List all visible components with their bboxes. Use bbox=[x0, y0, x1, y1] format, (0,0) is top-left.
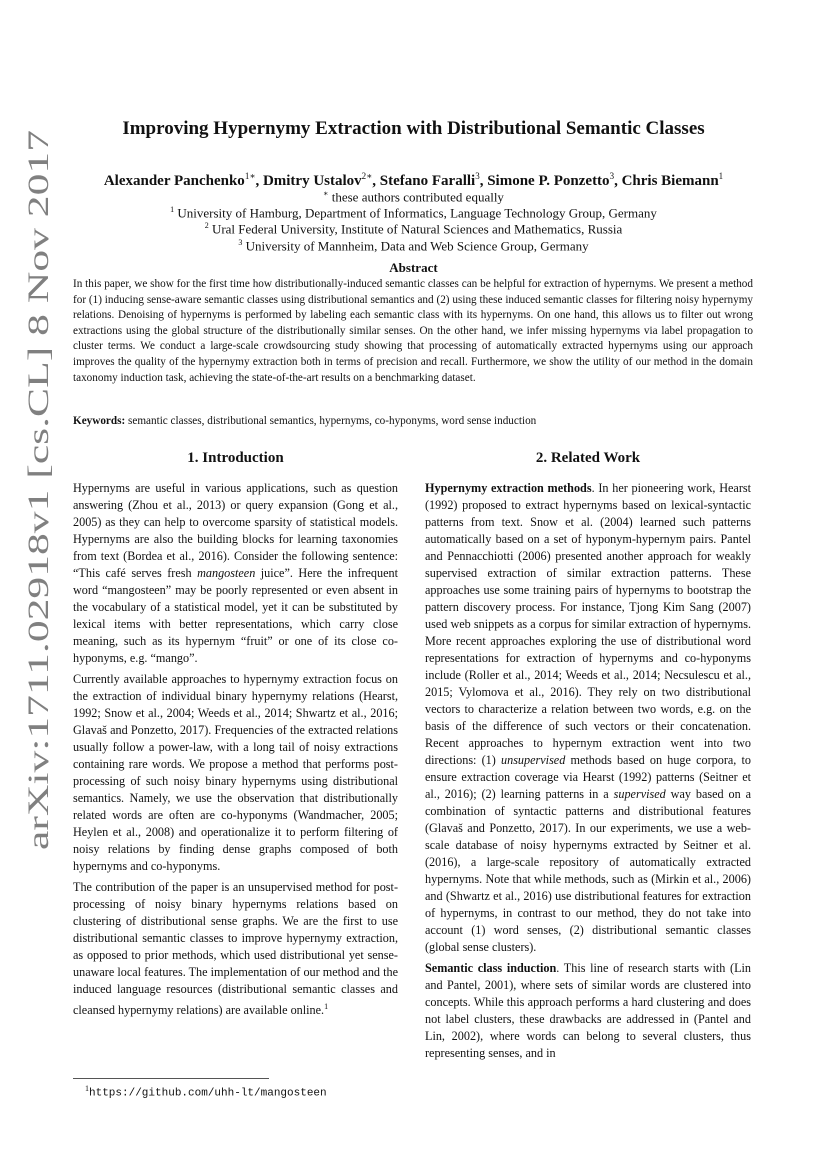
author-mark: 3 bbox=[475, 171, 480, 181]
paper-title: Improving Hypernymy Extraction with Distributional Semantic Classes bbox=[122, 118, 705, 139]
abstract-heading: Abstract bbox=[389, 260, 438, 275]
text: juice”. Here the infrequent word “mangosteen” may be poorly represented or even absent in the vocabulary of a statistical model, yet it can be substituted by lexical items with better representations, which carry close meaning, such as its hypernym “fruit” or one of its close co-hyponyms, e.g. “mango”. bbox=[73, 566, 399, 665]
footnote-ref: 1 bbox=[324, 1002, 329, 1011]
paragraph bbox=[73, 879, 398, 1019]
paragraph bbox=[425, 480, 751, 956]
paragraph bbox=[425, 960, 751, 1062]
affiliation-3 bbox=[0, 238, 827, 254]
footnote-rule bbox=[73, 1078, 269, 1079]
text: The contribution of the paper is an unsupervised method for post-processing of noisy binary hypernyms relations based on clustering of distributional sense graphs. We are the first to use distributional semantic classes to improve hypernymy extraction, as opposed to prior methods, which used distributional yet sense-unaware local features. The implementation of our method and the induced language resources (distributional semantic classes and cleansed hypernymy relations) are available online. bbox=[73, 880, 398, 1018]
emphasis: mangosteen bbox=[197, 566, 256, 580]
footnote-mark: 1 bbox=[85, 1084, 89, 1093]
arxiv-watermark-text: arXiv:1711.02918v1 [cs.CL] 8 Nov 2017 bbox=[22, 354, 55, 850]
text: Hypernyms are useful in various applications, such as question answering (Zhou et al., 2013) or query expansion (Gong et al., 2005) as they can help to overcome sparsity of statistical models. Hypernyms are also the building blocks for learning taxonomies from text (Bordea et al., 2016). Consider the following sentence: “This café serves fresh bbox=[73, 481, 398, 580]
footnote-url[interactable]: https://github.com/uhh-lt/mangosteen bbox=[89, 1087, 327, 1100]
section-heading-related-work: 2. Related Work bbox=[535, 450, 641, 466]
left-column bbox=[73, 480, 398, 1023]
text: methods based on huge corpora, to ensure extraction coverage via Hearst (1992) patterns (Seitner et al., 2016); (2) learning patterns in a bbox=[425, 753, 751, 801]
paragraph: Currently available approaches to hypernymy extraction focus on the extraction of individual binary hypernymy relations (Hearst, 1992; Snow et al., 2004; Weeds et al., 2014; Shwartz et al., 2016; Glavaš and Ponzetto, 2017). Frequencies of the extracted relations usually follow a power-law, with a long tail of noisy extractions containing rare words. We propose a method that performs post-processing of such noisy binary hypernyms using distributional semantics. Namely, we use the observation that distributionally related words are often are co-hyponyms (Wandmacher, 2005; Heylen et al., 2008) and operationalize it to perform filtering of noisy relations by finding dense graphs composed of both hypernyms and co-hyponyms. bbox=[73, 672, 398, 873]
author-name: Chris Biemann bbox=[621, 173, 719, 189]
author-name: Stefano Faralli bbox=[379, 173, 476, 189]
affiliation-mark: 3 bbox=[238, 238, 243, 247]
emphasis: unsupervised bbox=[501, 753, 566, 767]
affiliation-mark: 1 bbox=[170, 205, 175, 214]
author-name: Dmitry Ustalov bbox=[262, 173, 362, 189]
affiliation-text: Ural Federal University, Institute of Natural Sciences and Mathematics, Russia bbox=[211, 221, 623, 237]
right-column bbox=[425, 480, 751, 1066]
affiliation-text: these authors contributed equally bbox=[331, 189, 504, 205]
affiliation-text: University of Mannheim, Data and Web Science Group, Germany bbox=[245, 238, 589, 254]
abstract-body: In this paper, we show for the first time how distributionally-induced semantic classes can be helpful for extraction of hypernyms. We present a method for (1) inducing sense-aware semantic classes using distributional semantics and (2) using these induced semantic classes for filtering noisy hypernymy relations. Denoising of hypernyms is performed by labeling each semantic class with its hypernyms. On one hand, this allows us to filter out wrong extractions using the global structure of the distributionally similar senses. On the other hand, we infer missing hypernyms via label propagation to cluster terms. We conduct a large-scale crowdsourcing study showing that processing of automatically extracted hypernyms using our approach improves the quality of the hypernymy extraction both in terms of precision and recall. Furthermore, we show the utility of our method in the domain taxonomy induction task, achieving the state-of-the-art results on a benchmarking dataset. bbox=[73, 278, 753, 384]
affiliation-2 bbox=[0, 221, 827, 237]
text: . In her pioneering work, Hearst (1992) proposed to extract hypernyms based on lexical-syntactic patterns from text. Snow et al. (2004) learned such patterns automatically based on a set of hyponym-hypernym pairs. Pantel and Pennacchiotti (2006) presented another approach for weakly supervised extraction of similar extraction patterns. These approaches use some training pairs of hypernyms to bootstrap the pattern discovery process. For instance, Tjong Kim Sang (2007) used web snippets as a corpus for similar extraction of hypernyms. More recent approaches exploring the use of distributional word representations for extraction of hypernyms and co-hyponyms include (Roller et al., 2014; Weeds et al., 2014; Necsulescu et al., 2015; Vylomova et al., 2016). They rely on two distributional vectors to characterize a relation between two words, e.g. on the basis of the difference of such vectors or their concatenation. Recent approaches to hypernym extraction went into two directions: (1) bbox=[425, 481, 752, 767]
affiliation-equal bbox=[0, 189, 827, 205]
footnote bbox=[85, 1084, 327, 1100]
author-mark: 3 bbox=[609, 171, 615, 181]
keywords-text: semantic classes, distributional semantics, hypernyms, co-hyponyms, word sense induction bbox=[128, 415, 537, 427]
keywords-label: Keywords: bbox=[73, 415, 126, 427]
section-heading-introduction: 1. Introduction bbox=[187, 450, 284, 466]
affiliation-text: University of Hamburg, Department of Informatics, Language Technology Group, Germany bbox=[177, 205, 657, 221]
affiliation-1 bbox=[0, 205, 827, 221]
run-in-heading: Hypernymy extraction methods bbox=[425, 481, 592, 495]
text: . This line of research starts with (Lin and Pantel, 2001), where sets of similar words are clustered into concepts. While this approach performs a hard clustering and does not label clusters, these drawbacks are addressed in (Pantel and Lin, 2002), where words can belong to several clusters, thus representing senses, and in bbox=[425, 961, 752, 1060]
author-mark: 2∗ bbox=[361, 171, 373, 181]
author-list: Alexander Panchenko$^{1∗}$, Dmitry Ustalov$^{2∗}$, Stefano Faralli$^3$, Simone P. Ponzetto$^3$, Chris Biemann$^1$ bbox=[103, 171, 724, 189]
author-name: Simone P. Ponzetto bbox=[487, 173, 610, 189]
run-in-heading: Semantic class induction bbox=[425, 961, 557, 975]
author-name: Alexander Panchenko bbox=[103, 173, 245, 189]
paragraph bbox=[73, 480, 398, 667]
keywords bbox=[73, 415, 753, 427]
emphasis: supervised bbox=[613, 787, 666, 801]
affiliation-mark: ∗ bbox=[323, 189, 329, 198]
author-mark: 1 bbox=[718, 171, 724, 181]
author-mark: 1∗ bbox=[244, 171, 256, 181]
text: way based on a combination of syntactic patterns and distributional features (Glavaš and Ponzetto, 2017). In our experiments, we use a web-scale database of noisy hypernyms extracted by Seitner et al. (2016), a large-scale repository of automatically extracted hypernyms. Note that while methods, such as (Mirkin et al., 2006) and (Shwartz et al., 2016) use distributional features for extraction of hypernyms, in contrast to our method, they do not take into account (1) word senses, (2) distributional semantic classes (global sense clusters). bbox=[425, 787, 751, 954]
affiliation-mark: 2 bbox=[204, 221, 209, 230]
